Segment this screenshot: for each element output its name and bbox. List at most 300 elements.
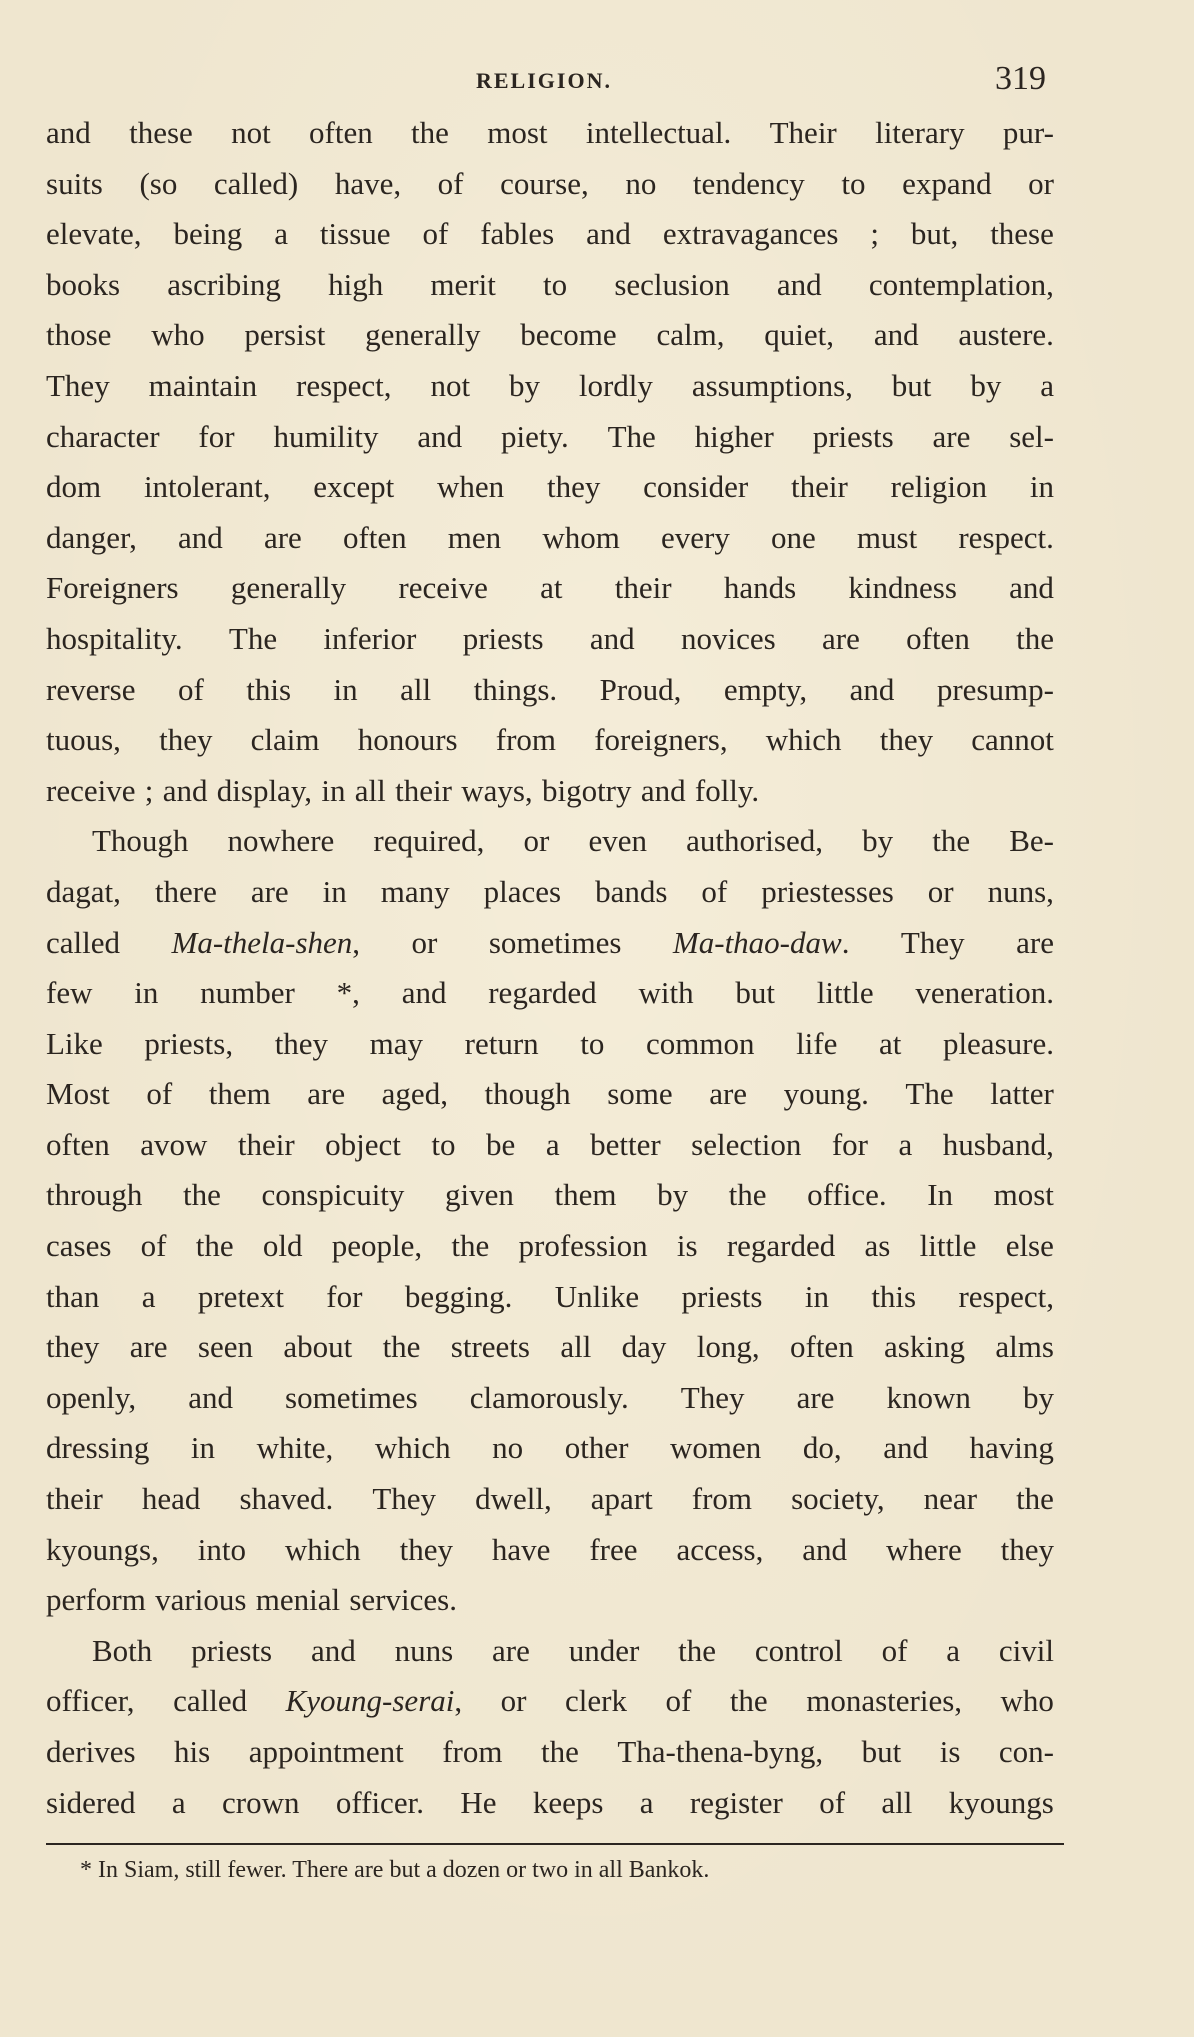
word: seen [197,1329,253,1365]
word: of [146,1076,173,1112]
text-line [46,816,1054,867]
word: from [495,722,557,758]
word: in [322,873,347,909]
text-line [46,513,1054,564]
word: a [639,1784,654,1820]
word: young. [783,1076,869,1112]
word: and [640,772,686,808]
word: Ma-thao-daw. [672,924,850,960]
word: of [140,1228,167,1264]
word: hands [723,570,797,606]
text-line [46,1525,1054,1576]
word: piety. [501,418,569,454]
word: some [607,1076,673,1112]
text-line [46,1626,1054,1677]
word: these [990,216,1054,252]
word: dagat, [46,873,121,909]
word: the [1016,620,1054,656]
word: bigotry [541,772,632,808]
word: of [881,1632,908,1668]
word: but [861,1734,902,1769]
word: folly. [694,772,760,808]
text-line [46,563,1054,614]
word: *, [336,975,360,1011]
footnote-divider [46,1843,1064,1845]
word: and [1009,570,1054,606]
word: austere. [958,317,1054,353]
text-line [46,665,1054,716]
word: intellectual. [585,115,732,150]
word: often [906,620,970,656]
word: near [923,1481,978,1517]
word: often [309,115,373,150]
word: the [540,1734,579,1769]
word: to [580,1025,605,1061]
word: better [590,1126,661,1162]
word: course, [500,165,589,201]
word: services. [349,1582,457,1618]
word: sometimes [285,1379,418,1415]
word: honours [357,722,458,758]
word: are [129,1329,168,1365]
word: keeps [532,1784,604,1820]
word: but, [910,216,959,252]
page-number: 319 [995,60,1046,97]
word: all [400,671,432,707]
text-line [46,1423,1054,1474]
word: women [670,1430,762,1466]
text-line [46,1322,1054,1373]
word: a [141,1278,156,1314]
word: life [796,1025,838,1061]
word: at [878,1025,902,1061]
word: often [46,1126,110,1162]
word: than [46,1278,100,1314]
word: not [430,367,471,403]
word: They [680,1379,745,1415]
word: about [283,1329,353,1365]
word: in [134,975,159,1011]
word: kyoungs [948,1784,1054,1820]
text-line [46,1170,1054,1221]
word: respect, [296,367,392,403]
word: by [508,367,540,403]
word: even [588,823,647,859]
word: have, [334,165,402,201]
word: expand [902,165,992,201]
word: to [543,266,568,302]
word: there [154,873,217,909]
text-line [46,968,1054,1019]
word: those [46,317,112,353]
text-line [46,1474,1054,1525]
word: they [274,1025,329,1061]
word: and [849,671,895,707]
word: He [460,1784,497,1820]
paragraph [46,1626,1054,1828]
word: clerk [564,1683,627,1719]
word: Both [92,1632,153,1668]
word: authorised, [686,823,823,859]
word: they [46,1329,100,1365]
word: is [676,1228,698,1264]
word: as [864,1228,891,1264]
word: few [46,975,93,1011]
word: in [321,772,346,808]
word: hospitality. [46,620,183,656]
word: having [969,1430,1054,1466]
word: persist [244,317,326,353]
word: is [939,1734,961,1769]
word: of [422,216,449,252]
word: common [645,1025,755,1061]
text-line [46,867,1054,918]
word: Their [769,115,837,150]
word: inferior [323,620,417,656]
word: the [382,1329,421,1365]
word: access, [676,1531,764,1567]
word: free [589,1531,638,1567]
word: are [709,1076,748,1112]
word: display, [216,772,313,808]
word: every [660,519,730,555]
word: various [155,1582,247,1618]
word: by [657,1177,689,1213]
text-line [46,766,1054,817]
word: literary [875,115,965,150]
word: dressing [46,1430,150,1466]
word: a [171,1784,186,1820]
word: which [284,1531,361,1567]
word: they [546,469,601,505]
text-line [46,1778,1054,1829]
word: are [1016,924,1054,960]
word: being [173,216,243,252]
text-line [46,361,1054,412]
word: presump- [936,671,1054,707]
word: pretext [197,1278,284,1314]
word: ascribing [167,266,281,302]
text-line [46,1019,1054,1070]
word: shaved. [239,1481,334,1517]
word: kyoungs, [46,1531,159,1567]
word: aged, [381,1076,448,1112]
word: called [46,924,121,960]
word: and [162,772,208,808]
word: though [484,1076,571,1112]
word: nuns, [987,873,1054,909]
word: by [1022,1379,1054,1415]
word: respect. [958,519,1054,555]
word: The [905,1076,954,1112]
word: ; [144,772,154,808]
word: for [198,418,235,454]
word: regarded [726,1228,836,1264]
word: cases [46,1228,112,1264]
word: Ma-thela-shen, [171,924,361,960]
word: required, [373,823,485,859]
text-line [46,614,1054,665]
paragraph [46,108,1054,816]
word: to [841,165,866,201]
word: monasteries, [806,1683,963,1719]
word: The [228,620,278,656]
word: called [173,1683,248,1719]
word: nowhere [227,823,335,859]
word: dom [46,469,102,505]
word: control [754,1632,843,1668]
word: empty, [723,671,808,707]
word: Be- [1009,823,1054,859]
word: intolerant, [143,469,271,505]
word: begging. [404,1278,513,1314]
word: this [871,1278,917,1314]
word: or [927,873,954,909]
word: day [621,1329,667,1365]
word: They [372,1481,437,1517]
word: generally [230,570,347,606]
word: alms [995,1329,1054,1365]
word: from [442,1734,503,1769]
word: other [564,1430,629,1466]
word: head [141,1481,201,1517]
text-line [46,310,1054,361]
word: many [380,873,450,909]
word: often [790,1329,854,1365]
word: are [250,873,289,909]
word: claim [250,722,320,758]
word: The [607,418,656,454]
word: pleasure. [942,1025,1054,1061]
word: priests [191,1632,273,1668]
word: asking [884,1329,965,1365]
word: most [487,115,548,150]
word: receive [46,772,136,808]
word: derives [46,1734,136,1769]
word: extravagances [662,216,839,252]
page-header [46,60,1046,100]
word: all [881,1784,913,1820]
running-head: RELIGION. [476,68,612,93]
word: clamorously. [469,1379,629,1415]
word: merit [430,266,496,302]
word: the [1016,1481,1054,1517]
word: they [879,722,934,758]
word: ways, [461,772,533,808]
word: streets [450,1329,530,1365]
word: when [437,469,505,505]
word: into [197,1531,246,1567]
word: sometimes [488,924,622,960]
word: priests [462,620,544,656]
footnote: * In Siam, still fewer. There are but a dozen or two in all Bankok. [80,1857,710,1883]
text-line [46,1272,1054,1323]
word: ; [870,216,879,252]
word: profession [518,1228,648,1264]
word: who [1000,1683,1054,1719]
word: veneration. [915,975,1054,1011]
word: regarded [488,975,597,1011]
word: They [900,924,965,960]
word: civil [998,1632,1054,1668]
word: Tha-thena-byng, [617,1734,824,1769]
word: in [804,1278,829,1314]
word: con- [998,1734,1054,1769]
word: higher [694,418,774,454]
word: Kyoung-serai, [285,1683,463,1719]
word: places [483,873,562,909]
word: or [1028,165,1054,201]
word: and [589,620,635,656]
word: the [728,1177,767,1213]
text-line [46,1069,1054,1120]
word: at [540,570,563,606]
word: (so [139,165,178,201]
word: generally [365,317,481,353]
word: or [500,1683,527,1719]
text-line [46,715,1054,766]
word: officer. [335,1784,424,1820]
word: assumptions, [691,367,853,403]
word: whom [542,519,620,555]
word: in [190,1430,216,1466]
body-text [46,108,1054,1828]
text-line [46,209,1054,260]
word: a [946,1632,961,1668]
word: Proud, [599,671,682,707]
word: under [568,1632,640,1668]
word: respect, [958,1278,1054,1314]
text-line [46,260,1054,311]
word: high [328,266,384,302]
word: through [46,1177,143,1213]
word: tendency [692,165,805,201]
word: perform [46,1582,146,1618]
word: white, [256,1430,334,1466]
word: foreigners, [594,722,728,758]
word: no [492,1430,524,1466]
word: priestesses [761,873,894,909]
word: this [246,671,292,707]
word: the [451,1228,490,1264]
word: be [486,1126,516,1162]
word: often [342,519,407,555]
word: these [129,115,193,150]
word: but [735,975,775,1011]
word: are [263,519,302,555]
word: a [545,1126,560,1162]
text-line [46,412,1054,463]
word: character [46,418,160,454]
word: danger, [46,519,137,555]
word: suits [46,165,103,201]
word: are [821,620,860,656]
word: their [46,1481,103,1517]
word: called) [213,165,299,201]
word: but [891,367,932,403]
word: reverse [46,671,136,707]
word: of [665,1683,692,1719]
word: them [208,1076,271,1112]
word: for [326,1278,363,1314]
word: sel- [1009,418,1054,454]
word: all [354,772,386,808]
word: and [802,1531,848,1567]
word: crown [222,1784,300,1820]
word: where [885,1531,962,1567]
word: consider [643,469,749,505]
word: return [464,1025,539,1061]
word: and [401,975,447,1011]
text-line [46,1727,1054,1778]
word: else [1005,1228,1054,1264]
word: seclusion [614,266,730,302]
word: humility [273,418,379,454]
word: pur- [1002,115,1054,150]
text-line [46,1221,1054,1272]
word: to [431,1126,456,1162]
text-line [46,1676,1054,1727]
paragraph [46,816,1054,1626]
word: of [701,873,728,909]
word: men [447,519,502,555]
word: Unlike [554,1278,640,1314]
word: conspicuity [261,1177,405,1213]
word: old [262,1228,303,1264]
word: a [1040,367,1054,403]
word: from [691,1481,753,1517]
word: menial [255,1582,341,1618]
word: the [183,1177,221,1213]
word: priests, [144,1025,234,1061]
word: they [399,1531,453,1567]
word: priests [812,418,894,454]
word: given [445,1177,514,1213]
word: with [638,975,694,1011]
word: which [374,1430,451,1466]
word: do, [802,1430,842,1466]
word: most [993,1177,1054,1213]
word: their [395,772,452,808]
word: religion [890,469,988,505]
word: the [729,1683,768,1719]
word: they [159,722,213,758]
word: in [1029,469,1054,505]
word: things. [473,671,558,707]
text-line [46,1373,1054,1424]
word: tissue [319,216,391,252]
word: are [796,1379,835,1415]
word: a [898,1126,913,1162]
word: the [411,115,449,150]
word: officer, [46,1683,135,1719]
word: tuous, [46,722,121,758]
word: and [188,1379,233,1415]
word: in [333,671,358,707]
word: the [195,1228,234,1264]
word: and [776,266,822,302]
word: quiet, [764,317,835,353]
word: who [151,317,205,353]
word: register [689,1784,783,1820]
word: novices [680,620,776,656]
word: husband, [942,1126,1054,1162]
word: latter [990,1076,1054,1112]
text-line [46,918,1054,969]
word: selection [691,1126,802,1162]
word: They [46,367,110,403]
word: and [417,418,463,454]
